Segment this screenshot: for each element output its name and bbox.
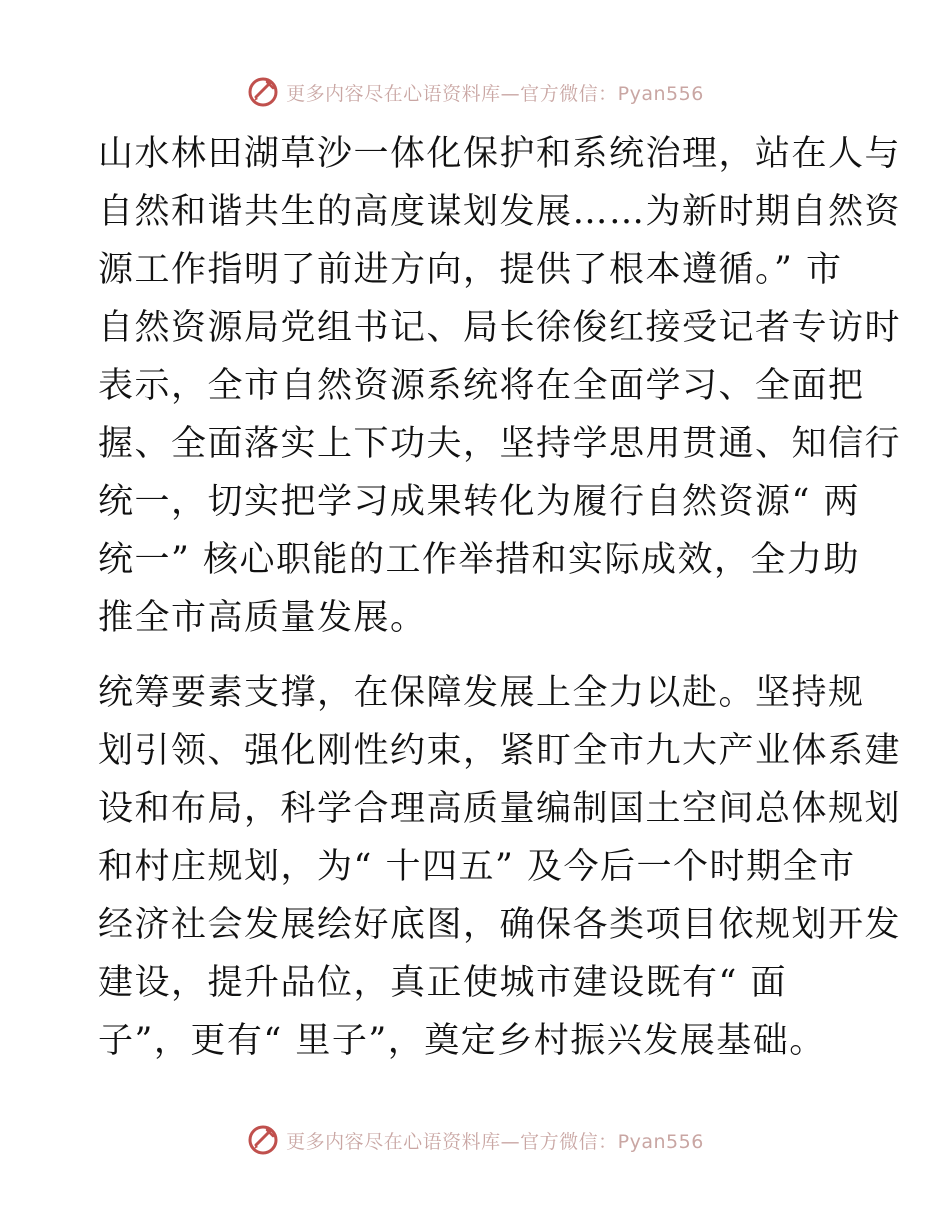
watermark-text: 更多内容尽在心语资料库—官方微信：Pyan556 [286,82,704,105]
footer-watermark [0,1120,950,1160]
text-line: 统一” 核心职能的工作举措和实际成效，全力助 [98,540,861,580]
text-line: 推全市高质量发展。 [98,598,427,638]
text-line: 子”，更有“ 里子”，奠定乡村振兴发展基础。 [98,1021,826,1061]
logo-icon [246,75,280,109]
paragraph [98,125,902,647]
paragraph [98,664,902,1070]
logo-icon [246,1123,280,1157]
text-line: 设和布局，科学合理高质量编制国土空间总体规划 [98,789,902,829]
text-line: 源工作指明了前进方向，提供了根本遵循。” 市 [98,250,843,290]
text-line: 握、全面落实上下功夫，坚持学思用贯通、知信行 [98,424,902,464]
text-line: 自然和谐共生的高度谋划发展……为新时期自然资 [98,192,902,232]
text-line: 统筹要素支撑，在保障发展上全力以赴。坚持规 [98,673,865,713]
text-line: 经济社会发展绘好底图，确保各类项目依规划开发 [98,905,902,945]
text-line: 自然资源局党组书记、局长徐俊红接受记者专访时 [98,308,902,348]
text-line: 划引领、强化刚性约束，紧盯全市九大产业体系建 [98,731,902,771]
text-line: 山水林田湖草沙一体化保护和系统治理，站在人与 [98,134,902,174]
text-line: 建设，提升品位，真正使城市建设既有“ 面 [98,963,788,1003]
document-body [98,125,902,1070]
text-line: 和村庄规划，为“ 十四五” 及今后一个时期全市 [98,847,856,887]
watermark-text: 更多内容尽在心语资料库—官方微信：Pyan556 [286,1130,704,1153]
text-line: 表示，全市自然资源系统将在全面学习、全面把 [98,366,865,406]
text-line: 统一，切实把学习成果转化为履行自然资源“ 两 [98,482,861,522]
header-watermark [0,72,950,112]
